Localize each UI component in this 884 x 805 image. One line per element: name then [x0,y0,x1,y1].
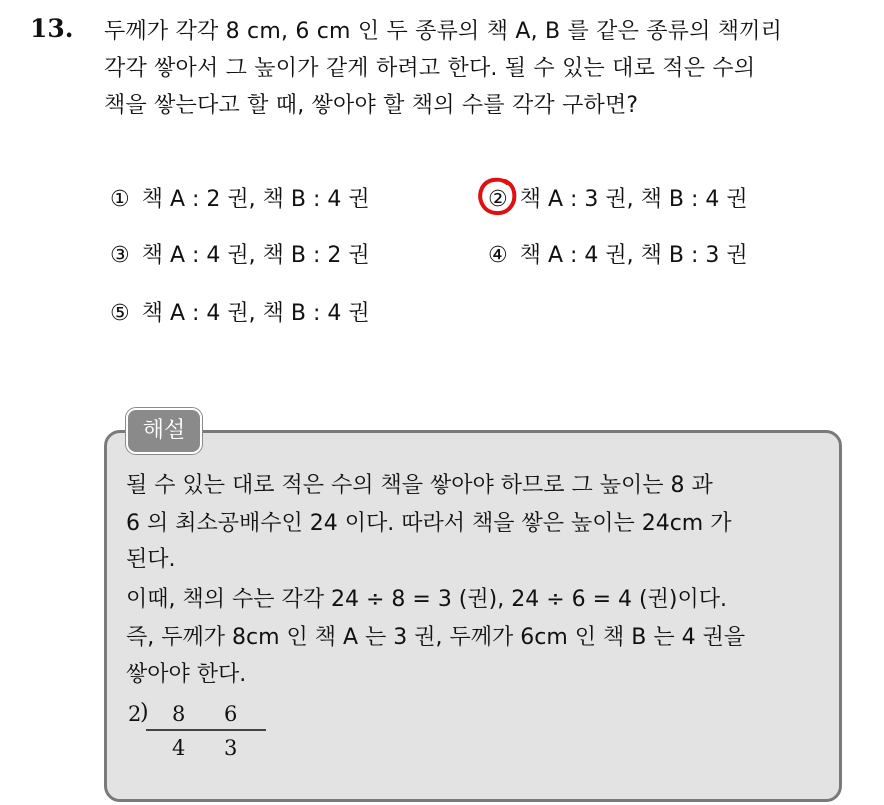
choice-number: ④ [488,243,508,268]
choice-4[interactable] [488,238,748,269]
choice-number: ① [110,187,130,212]
division-dividend: 8 [172,702,186,726]
division-quotient: 4 [172,736,186,760]
choice-3[interactable] [110,238,370,269]
division-line [146,729,266,732]
division-bracket: ) [140,700,149,725]
solution-line-1: 될 수 있는 대로 적은 수의 책을 쌓아야 하므로 그 높이는 8 과 [126,473,713,498]
choice-number: ② [488,187,508,212]
solution-line-2: 6 의 최소공배수인 24 이다. 따라서 책을 쌓은 높이는 24cm 가 [126,511,732,536]
choice-text: 책 A : 4 권, 책 B : 4 권 [141,301,370,326]
division-quotient: 3 [224,736,238,760]
solution-tag: 해설 [126,408,202,454]
answer-mark-icon [477,175,519,217]
choice-text: 책 A : 4 권, 책 B : 2 권 [141,243,370,268]
choice-2[interactable] [488,182,748,213]
solution-line-6: 쌓아야 한다. [126,662,247,687]
division-dividend: 6 [224,702,238,726]
choice-1[interactable] [110,182,370,213]
division-ladder [126,700,286,770]
question-line-3: 책을 쌓는다고 할 때, 쌓아야 할 책의 수를 각각 구하면? [104,93,639,118]
question-line-2: 각각 쌓아서 그 높이가 같게 하려고 한다. 될 수 있는 대로 적은 수의 [104,56,756,81]
solution-line-3: 된다. [126,547,176,572]
choice-text: 책 A : 2 권, 책 B : 4 권 [141,187,370,212]
question-number: 13. [30,14,74,43]
solution-line-4: 이때, 책의 수는 각각 24 ÷ 8 = 3 (권), 24 ÷ 6 = 4 (권)이다. [126,587,727,612]
choice-5[interactable] [110,296,370,327]
division-divisor: 2 [128,702,142,726]
choice-number: ⑤ [110,301,130,326]
choice-number: ③ [110,243,130,268]
choice-text: 책 A : 3 권, 책 B : 4 권 [519,187,748,212]
question-line-1: 두께가 각각 8 cm, 6 cm 인 두 종류의 책 A, B 를 같은 종류의 책끼리 [104,19,783,44]
solution-line-5: 즉, 두께가 8cm 인 책 A 는 3 권, 두께가 6cm 인 책 B 는 4 권을 [126,625,746,650]
choice-text: 책 A : 4 권, 책 B : 3 권 [519,243,748,268]
